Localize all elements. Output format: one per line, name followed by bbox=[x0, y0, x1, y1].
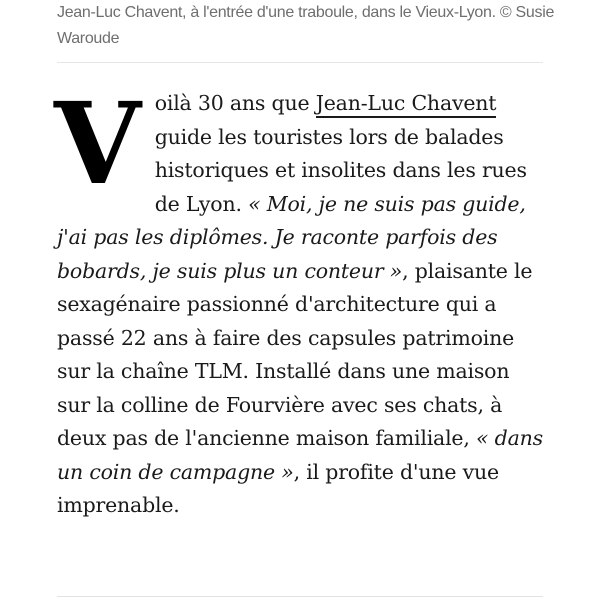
drop-cap: V bbox=[54, 79, 141, 210]
photo-caption: Jean-Luc Chavent, à l'entrée d'une traboule, dans le Vieux-Lyon. © Susie Waroude bbox=[57, 4, 555, 47]
author-link[interactable]: Jean-Luc Chavent bbox=[316, 91, 497, 118]
section-divider bbox=[57, 596, 543, 597]
text-segment: oilà 30 ans que bbox=[154, 91, 316, 115]
caption-divider bbox=[57, 62, 543, 63]
article-body bbox=[54, 79, 547, 523]
quote-italic: « Moi, je ne suis pas guide, j'ai pas les diplômes. Je raconte parfois des bobards, je suis plus un conteur » bbox=[57, 191, 526, 283]
quote-italic: « dans un coin de campagne » bbox=[57, 426, 543, 484]
text-segment: , plaisante le sexagénaire passionné d'architecture qui a passé 22 ans à faire des capsules patrimoine sur la chaîne TLM. Installé dans une maison sur la colline de Fourvière avec ses chats, à deux pas de l'ancienne maison familiale, bbox=[57, 258, 533, 450]
text-segment: , il profite d'une vue imprenable. bbox=[57, 459, 499, 517]
text-segment: guide les touristes lors de balades historiques et insolites dans les rues de Lyon. bbox=[154, 124, 527, 216]
